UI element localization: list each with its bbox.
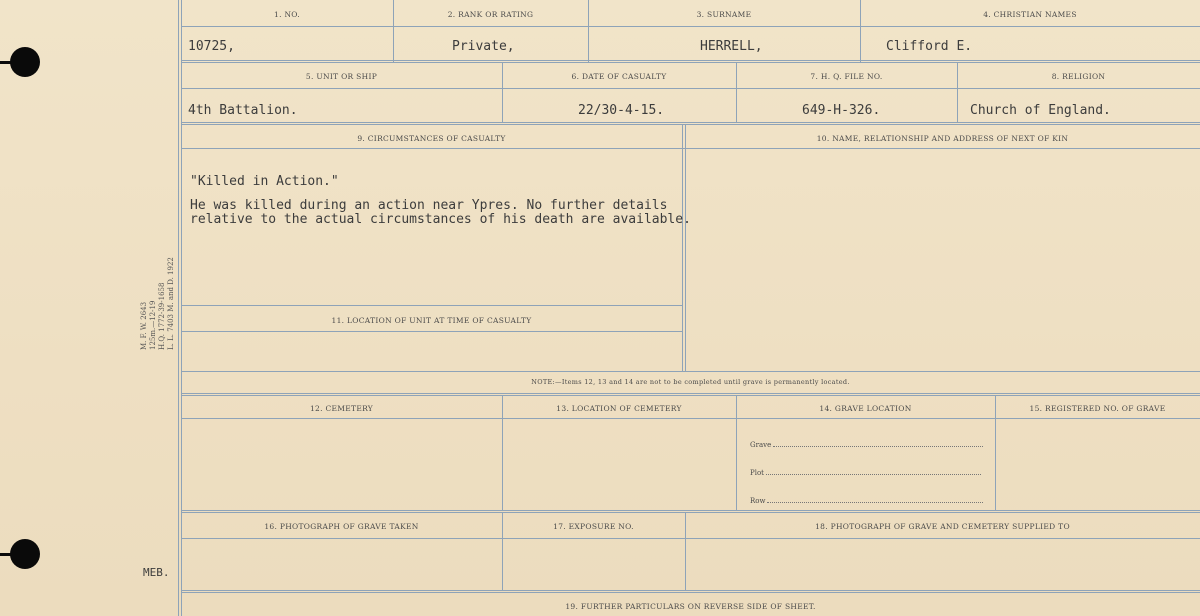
circumstances-line-1: "Killed in Action."	[190, 174, 339, 189]
header-circumstances: 9. CIRCUMSTANCES OF CASUALTY	[357, 134, 506, 143]
row-field: Row	[750, 496, 983, 505]
header-registered-no: 15. REGISTERED NO. OF GRAVE	[1029, 404, 1166, 413]
header-unit: 5. UNIT OR SHIP	[305, 72, 378, 81]
grave-note: NOTE:—Items 12, 13 and 14 are not to be completed until grave is permanently located.	[531, 378, 850, 386]
punch-hole-bottom	[10, 539, 40, 569]
header-next-of-kin: 10. NAME, RELATIONSHIP AND ADDRESS OF NEXT OF KIN	[816, 134, 1069, 143]
footer-further-particulars: 19. FURTHER PARTICULARS ON REVERSE SIDE OF SHEET.	[565, 602, 816, 611]
date-value: 22/30-4-15.	[578, 103, 665, 118]
service-number: 10725,	[188, 39, 235, 54]
plot-field: Plot	[750, 468, 981, 477]
rank-value: Private,	[452, 39, 515, 54]
header-photograph-taken: 16. PHOTOGRAPH OF GRAVE TAKEN	[264, 522, 419, 531]
christian-names-value: Clifford E.	[886, 39, 973, 54]
header-surname: 3. SURNAME	[696, 10, 752, 19]
circumstances-line-3: relative to the actual circumstances of his death are available.	[190, 212, 691, 227]
header-no: 1. NO.	[274, 10, 300, 19]
header-religion: 8. RELIGION	[1051, 72, 1106, 81]
header-date: 6. DATE OF CASUALTY	[571, 72, 667, 81]
header-exposure-no: 17. EXPOSURE NO.	[553, 522, 634, 531]
grave-field: Grave	[750, 440, 983, 449]
header-rank: 2. RANK OR RATING	[447, 10, 534, 19]
header-file-no: 7. H. Q. FILE NO.	[810, 72, 883, 81]
header-cemetery: 12. CEMETERY	[309, 404, 374, 413]
surname-value: HERRELL,	[700, 39, 763, 54]
clerk-initials: MEB.	[143, 566, 170, 579]
punch-hole-top	[10, 47, 40, 77]
header-grave-location: 14. GRAVE LOCATION	[819, 404, 912, 413]
circumstances-line-2: He was killed during an action near Ypres. No further details	[190, 198, 668, 213]
header-photograph-supplied: 18. PHOTOGRAPH OF GRAVE AND CEMETERY SUPPLIED TO	[815, 522, 1070, 531]
header-location-of-cemetery: 13. LOCATION OF CEMETERY	[556, 404, 682, 413]
unit-value: 4th Battalion.	[188, 103, 298, 118]
header-location-of-unit: 11. LOCATION OF UNIT AT TIME OF CASUALTY	[331, 316, 532, 325]
header-christian-names: 4. CHRISTIAN NAMES	[983, 10, 1077, 19]
religion-value: Church of England.	[970, 103, 1111, 118]
file-no-value: 649-H-326.	[802, 103, 881, 118]
form-number-text: M. F. W. 2643 125m.—12-19 H.Q. 1772-39-1658 L. L. 7403 M. and D. 1922	[140, 257, 175, 350]
